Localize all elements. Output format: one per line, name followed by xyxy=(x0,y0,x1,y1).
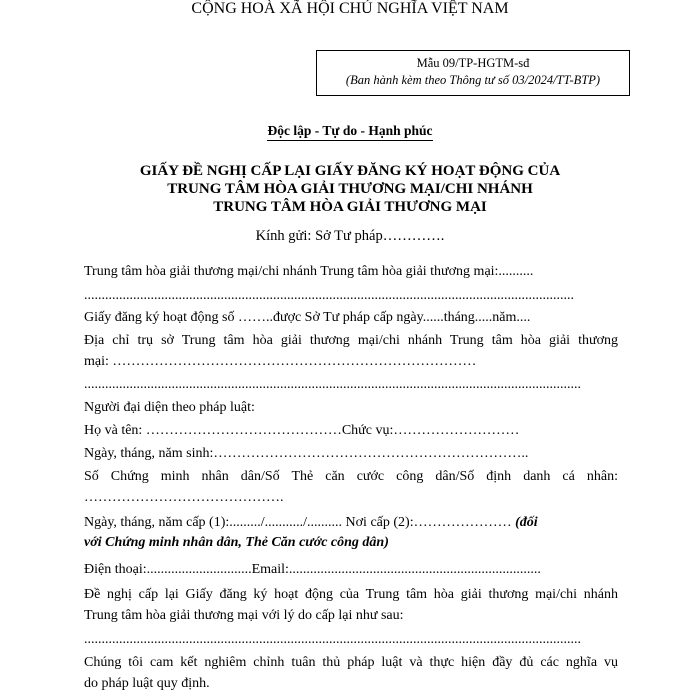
request-line-2: Trung tâm hòa giải thương mại với lý do cấp lại như sau: xyxy=(84,608,404,623)
id-line-1: Số Chứng minh nhân dân/Số Thẻ căn cước công dân/Số định danh cá nhân: xyxy=(84,469,618,484)
form-code-box xyxy=(316,50,630,96)
request-line-1: Đề nghị cấp lại Giấy đăng ký hoạt động của Trung tâm hòa giải thương mại/chi nhánh xyxy=(84,587,618,602)
registration-field: Giấy đăng ký hoạt động số ……..được Sở Tư pháp cấp ngày......tháng.....năm.... xyxy=(84,310,531,325)
address-line-2: mại: …………………………………………………………………… xyxy=(84,354,477,369)
contact-field: Điện thoại:..............................Email:........................................................................ xyxy=(84,562,541,577)
national-name: CỘNG HOÀ XÃ HỘI CHỦ NGHĨA VIỆT NAM xyxy=(191,0,509,17)
commit-line-2: do pháp luật quy định. xyxy=(84,676,210,691)
title-line-2: TRUNG TÂM HÒA GIẢI THƯƠNG MẠI/CHI NHÁNH xyxy=(167,181,533,197)
issue-note-b: với Chứng minh nhân dân, Thẻ Căn cước công dân) xyxy=(84,535,389,550)
national-motto: Độc lập - Tự do - Hạnh phúc xyxy=(267,123,432,141)
issued-note: (Ban hành kèm theo Thông tư số 03/2024/TT-BTP) xyxy=(345,73,601,87)
full-name-field: Họ và tên: ……………………………………Chức vụ:……………………… xyxy=(84,423,520,438)
issue-date-text: Ngày, tháng, năm cấp (1):........./.........../.......... Nơi cấp (2):………………… xyxy=(84,515,516,530)
center-name-field: Trung tâm hòa giải thương mại/chi nhánh Trung tâm hòa giải thương mại:.......... xyxy=(84,264,534,279)
commit-line-1: Chúng tôi cam kết nghiêm chỉnh tuân thủ pháp luật và thực hiện đầy đủ các nghĩa vụ xyxy=(84,655,618,670)
legal-rep-label: Người đại diện theo pháp luật: xyxy=(84,400,255,415)
reason-dots: .............................................................................................................................................. xyxy=(84,632,581,647)
issue-date-field xyxy=(84,513,618,533)
issue-note-a: (đối xyxy=(515,515,538,530)
title-line-1: GIẤY ĐỀ NGHỊ CẤP LẠI GIẤY ĐĂNG KÝ HOẠT ĐỘNG CỦA xyxy=(139,163,561,179)
address-line-1: Địa chỉ trụ sở Trung tâm hòa giải thương mại/chi nhánh Trung tâm hòa giải thương xyxy=(84,333,618,348)
address-dots: .............................................................................................................................................. xyxy=(84,377,581,392)
title-line-3: TRUNG TÂM HÒA GIẢI THƯƠNG MẠI xyxy=(213,199,487,215)
center-name-dots: ............................................................................................................................................ xyxy=(84,288,574,303)
form-code: Mẫu 09/TP-HGTM-sđ xyxy=(416,56,530,70)
dob-field: Ngày, tháng, năm sinh:………………………………………………………….. xyxy=(84,446,529,461)
id-line-2: ……………………………………. xyxy=(84,490,284,505)
document-title xyxy=(0,162,700,216)
motto-wrap xyxy=(0,122,700,141)
recipient-line: Kính gửi: Sở Tư pháp…………. xyxy=(255,228,445,244)
